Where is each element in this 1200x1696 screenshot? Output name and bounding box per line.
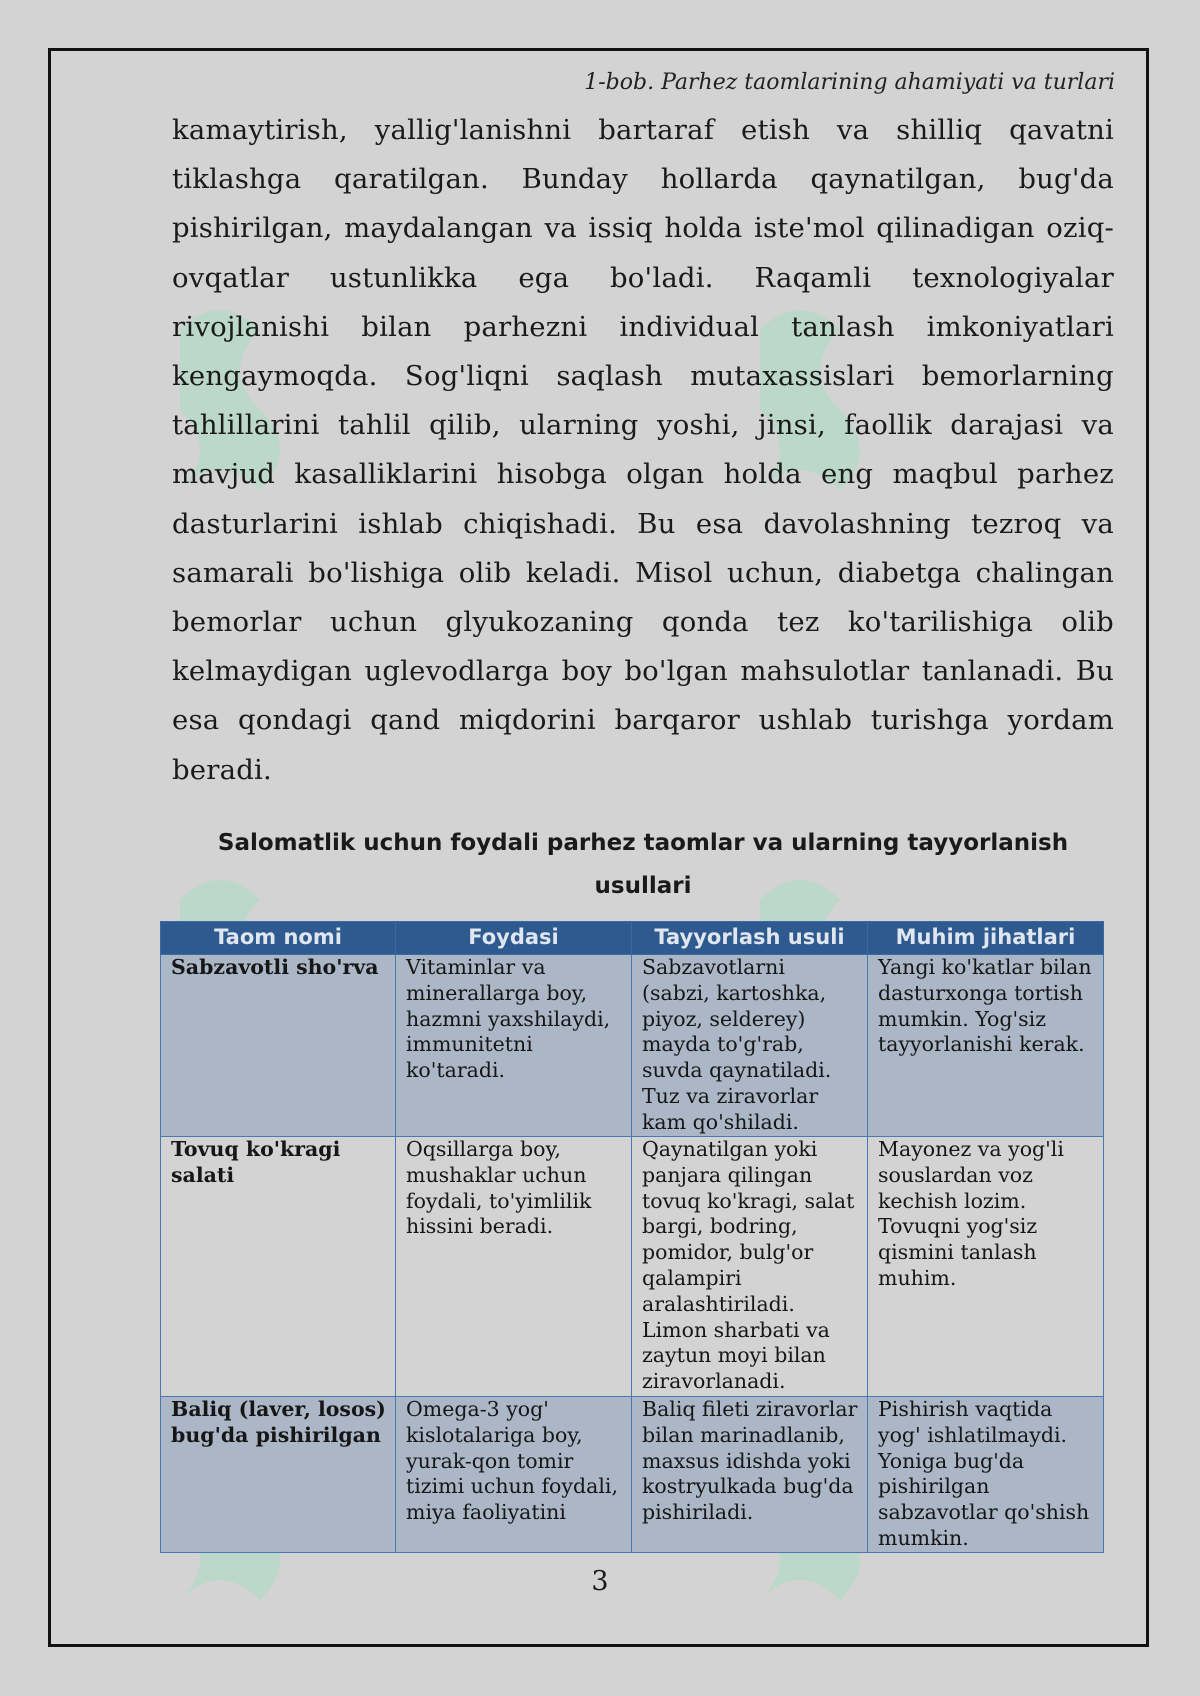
table-row	[161, 1397, 1104, 1553]
benefit-cell: Omega-3 yog' kislotalariga boy, yurak-qon tomir tizimi uchun foydali, miya faoliyatini	[396, 1397, 632, 1553]
page-number: 3	[591, 1566, 609, 1597]
column-header: Foydasi	[396, 922, 632, 955]
dish-name-cell: Sabzavotli sho'rva	[161, 955, 396, 1137]
column-header: Muhim jihatlari	[868, 922, 1104, 955]
notes-cell: Pishirish vaqtida yog' ishlatilmaydi. Yoniga bug'da pishirilgan sabzavotlar qo'shish mumkin.	[868, 1397, 1104, 1553]
diet-table	[160, 921, 1104, 1553]
benefit-cell: Oqsillarga boy, mushaklar uchun foydali, to'yimlilik hissini beradi.	[396, 1137, 632, 1397]
method-cell: Qaynatilgan yoki panjara qilingan tovuq ko'kragi, salat bargi, bodring, pomidor, bulg'or qalampiri aralashtiriladi. Limon sharbati va zaytun moyi bilan ziravorlanadi.	[632, 1137, 868, 1397]
method-cell: Baliq fileti ziravorlar bilan marinadlanib, maxsus idishda yoki kostryulkada bug'da pishiriladi.	[632, 1397, 868, 1553]
benefit-cell: Vitaminlar va minerallarga boy, hazmni yaxshilaydi, immunitetni ko'taradi.	[396, 955, 632, 1137]
notes-cell: Mayonez va yog'li souslardan voz kechish lozim. Tovuqni yog'siz qismini tanlash muhim.	[868, 1137, 1104, 1397]
table-header-row	[161, 922, 1104, 955]
table-title: Salomatlik uchun foydali parhez taomlar va ularning tayyorlanish usullari	[217, 830, 1069, 899]
column-header: Tayyorlash usuli	[632, 922, 868, 955]
table-row	[161, 955, 1104, 1137]
table-row	[161, 1137, 1104, 1397]
method-cell: Sabzavotlarni (sabzi, kartoshka, piyoz, selderey) mayda to'g'rab, suvda qaynatiladi. Tuz va ziravorlar kam qo'shiladi.	[632, 955, 868, 1137]
body-paragraph: kamaytirish, yallig'lanishni bartaraf etish va shilliq qavatni tiklashga qaratilgan. Bunday hollarda qaynatilgan, bug'da pishirilgan, maydalangan va issiq holda iste'mol qilinadigan oziq-ovqatlar ustunlikka ega bo'ladi. Raqamli texnologiyalar rivojlanishi bilan parhezni individual tanlash imkoniyatlari kengaymoqda. Sog'liqni saqlash mutaxassislari bemorlarning tahlillarini tahlil qilib, ularning yoshi, jinsi, faollik darajasi va mavjud kasalliklarini hisobga olgan holda eng maqbul parhez dasturlarini ishlab chiqishadi. Bu esa davolashning tezroq va samarali bo'lishiga olib keladi. Misol uchun, diabetga chalingan bemorlar uchun glyukozaning qonda tez ko'tarilishiga olib kelmaydigan uglevodlarga boy bo'lgan mahsulotlar tanlanadi. Bu esa qondagi qand miqdorini barqaror ushlab turishga yordam beradi.	[172, 114, 1114, 786]
notes-cell: Yangi ko'katlar bilan dasturxonga tortish mumkin. Yog'siz tayyorlanishi kerak.	[868, 955, 1104, 1137]
column-header: Taom nomi	[161, 922, 396, 955]
dish-name-cell: Baliq (laver, losos) bug'da pishirilgan	[161, 1397, 396, 1553]
dish-name-cell: Tovuq ko'kragi salati	[161, 1137, 396, 1397]
running-header: 1-bob. Parhez taomlarining ahamiyati va turlari	[584, 70, 1115, 95]
